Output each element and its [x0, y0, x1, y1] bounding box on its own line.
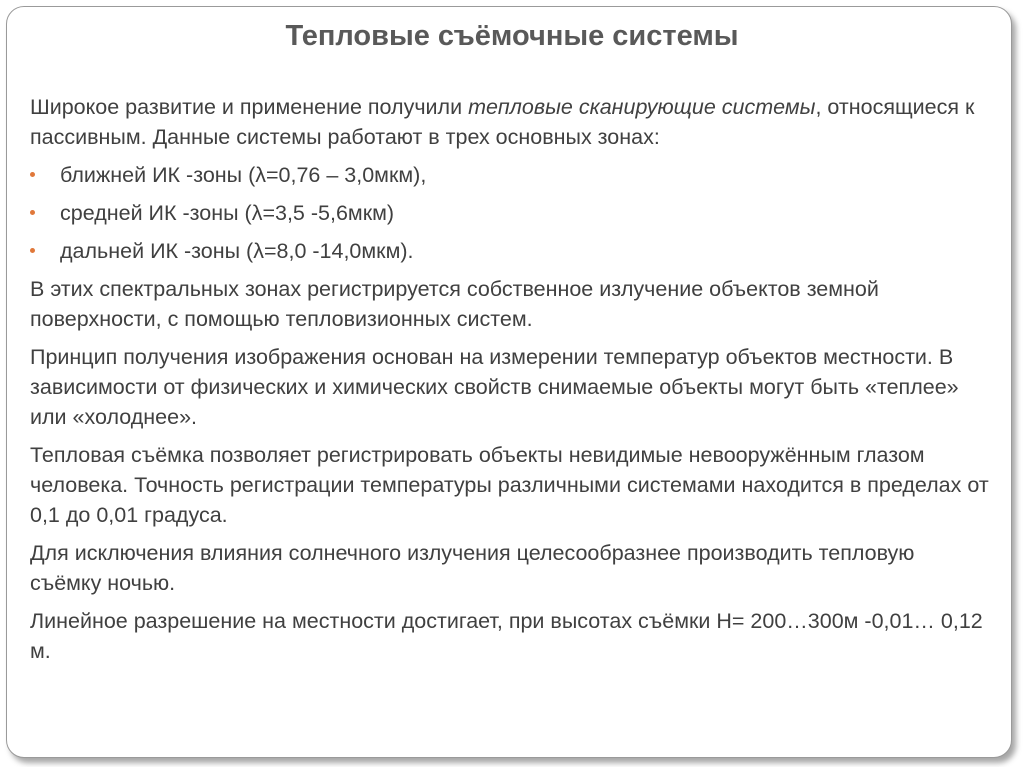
paragraph-imaging-principle: Принцип получения изображения основан на измерении температур объектов местности. В зависимости от физических и химических свойств снимаемые объекты могут быть «теплее» или «холоднее».	[30, 345, 959, 429]
slide-title: Тепловые съёмочные системы	[285, 20, 739, 52]
bullet-text: средней ИК -зоны (λ=3,5 -5,6мкм)	[60, 201, 395, 225]
ir-zones-list	[30, 160, 990, 266]
list-item	[30, 198, 990, 228]
intro-text-start: Широкое развитие и применение получили	[30, 95, 469, 119]
list-item	[30, 236, 990, 266]
paragraph-spectral-zones: В этих спектральных зонах регистрируется собственное излучение объектов земной поверхности, с помощью тепловизионных систем.	[30, 277, 879, 331]
intro-text-end: , относящиеся к пассивным. Данные системы работают в трех основных зонах:	[30, 95, 975, 149]
paragraph-thermal-accuracy: Тепловая съёмка позволяет регистрировать объекты невидимые невооружённым глазом человека. Точность регистрации температуры различными системами находится в пределах от 0,1 до 0,01 градуса.	[30, 443, 989, 527]
intro-emphasis: тепловые сканирующие системы	[468, 95, 816, 119]
bullet-text: ближней ИК -зоны (λ=0,76 – 3,0мкм),	[60, 163, 427, 187]
paragraph-linear-resolution: Линейное разрешение на местности достигает, при высотах съёмки H= 200…300м -0,01… 0,12 м.	[30, 609, 983, 663]
bullet-text: дальней ИК -зоны (λ=8,0 -14,0мкм).	[60, 239, 414, 263]
intro-paragraph	[30, 92, 990, 152]
list-item	[30, 160, 990, 190]
slide-body	[30, 92, 990, 674]
bullet-icon	[30, 172, 35, 177]
bullet-icon	[30, 210, 35, 215]
paragraph-night-survey: Для исключения влияния солнечного излучения целесообразнее производить тепловую съёмку ночью.	[30, 541, 915, 595]
bullet-icon	[30, 248, 35, 253]
